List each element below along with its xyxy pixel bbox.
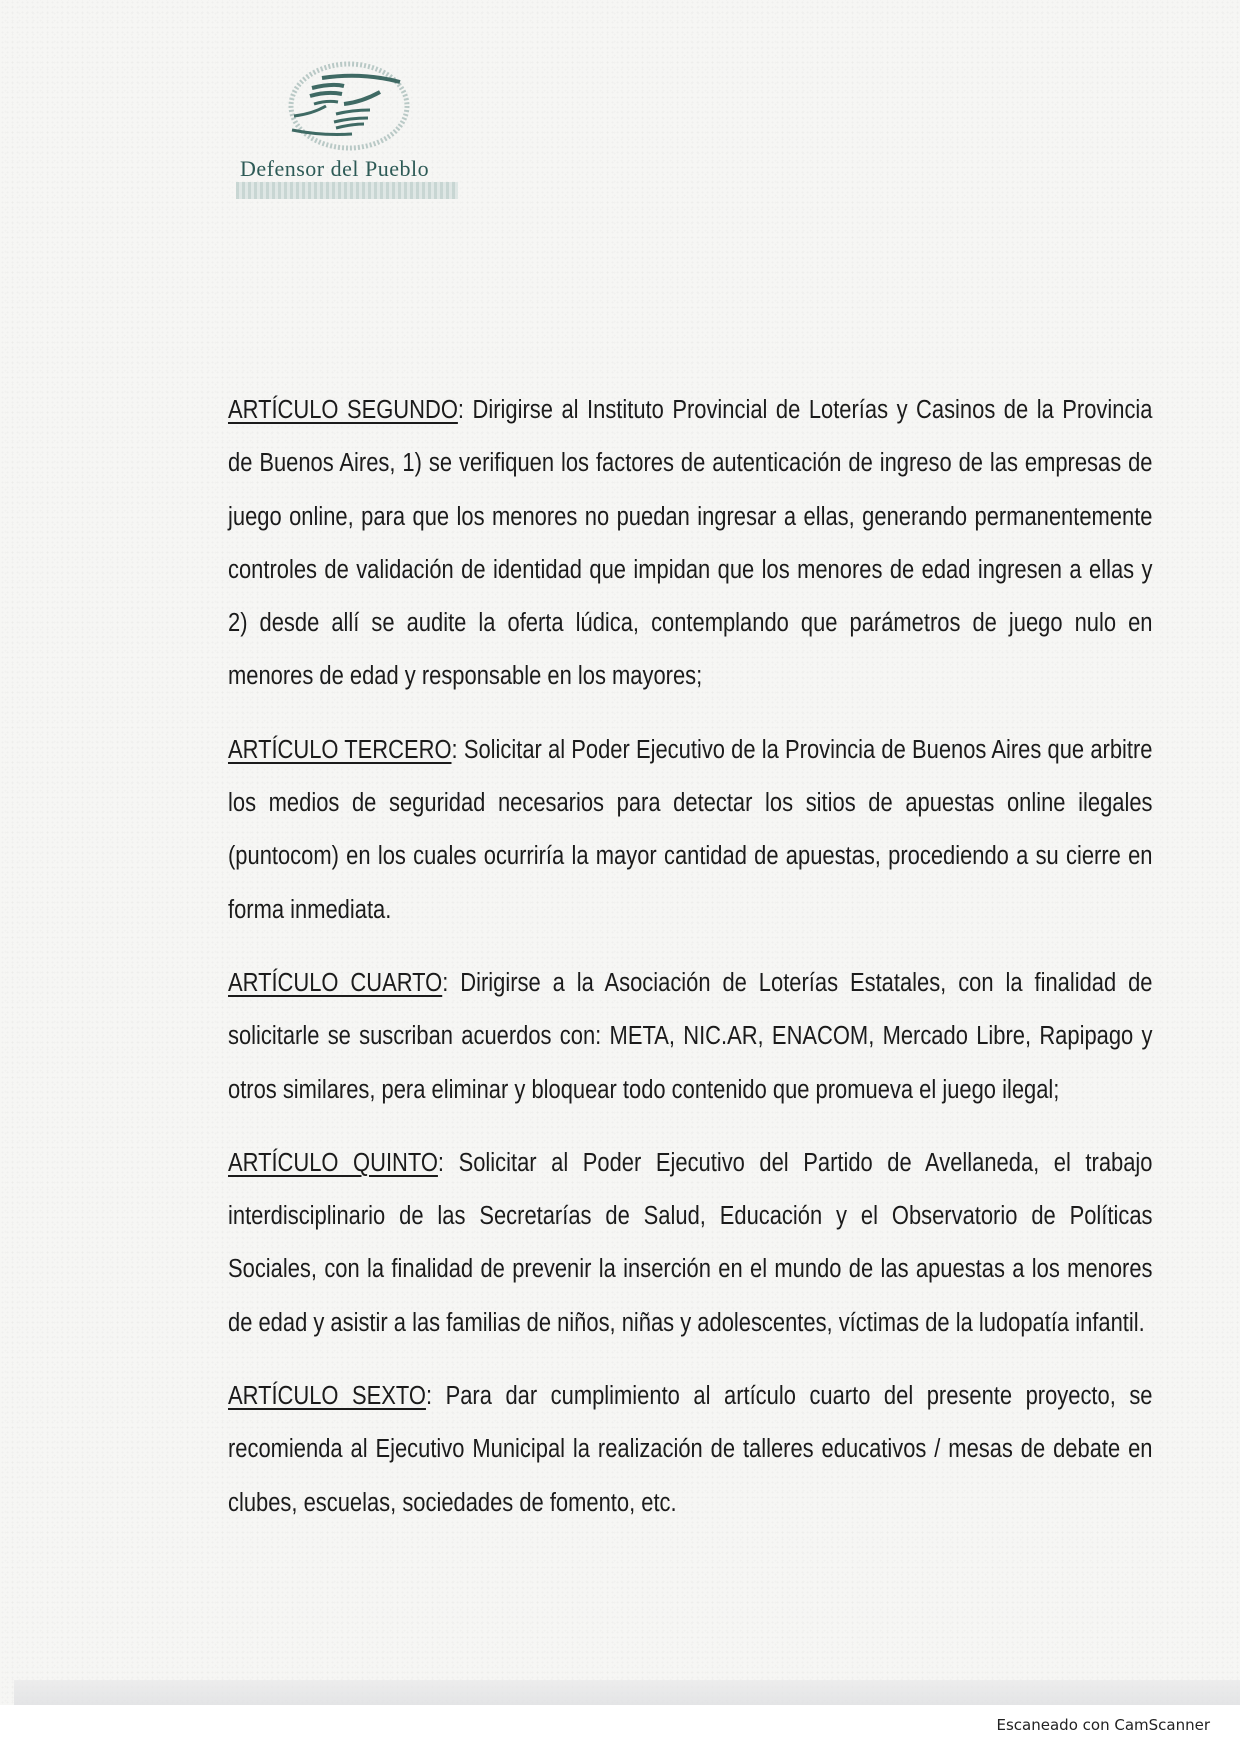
article-segundo: ARTÍCULO SEGUNDO: Dirigirse al Instituto Provincial de Loterías y Casinos de la Provincia de Buenos Aires, 1) se verifiquen los factores de autenticación de ingreso de las empresas de juego online, para que los menores no puedan ingresar a ellas, generando permanentemente controles de validación de identidad que impidan que los menores de edad ingresen a ellas y 2) desde allí se audite la oferta lúdica, contemplando que parámetros de juego nulo en menores de edad y responsable en los mayores;: [228, 396, 1153, 691]
article-text: Solicitar al Poder Ejecutivo del Partido de Avellaneda, el trabajo interdisciplinario de las Secretarías de Salud, Educación y el Observatorio de Políticas Sociales, con la finalidad de prevenir la inserción en el mundo de las apuestas a los menores de edad y asistir a las familias de niños, niñas y adolescentes, víctimas de la ludopatía infantil.: [228, 1148, 1153, 1337]
article-heading: ARTÍCULO SEXTO: [228, 1382, 426, 1411]
article-heading: ARTÍCULO TERCERO: [228, 735, 452, 764]
article-heading: ARTÍCULO CUARTO: [228, 968, 443, 997]
article-quinto: ARTÍCULO QUINTO: Solicitar al Poder Ejecutivo del Partido de Avellaneda, el trabajo interdisciplinario de las Secretarías de Salud, Educación y el Observatorio de Políticas Sociales, con la finalidad de prevenir la inserción en el mundo de las apuestas a los menores de edad y asistir a las familias de niños, niñas y adolescentes, víctimas de la ludopatía infantil.: [228, 1148, 1153, 1337]
article-sexto: ARTÍCULO SEXTO: Para dar cumplimiento al artículo cuarto del presente proyecto, se recomienda al Ejecutivo Municipal la realización de talleres educativos / mesas de debate en clubes, escuelas, sociedades de fomento, etc.: [228, 1382, 1153, 1517]
article-cuarto: ARTÍCULO CUARTO: Dirigirse a la Asociación de Loterías Estatales, con la finalidad de solicitarle se suscriban acuerdos con: META, NIC.AR, ENACOM, Mercado Libre, Rapipago y otros similares, pera eliminar y bloquear todo contenido que promueva el juego ilegal;: [228, 968, 1153, 1104]
scan-edge: [14, 1680, 1240, 1705]
article-text: Solicitar al Poder Ejecutivo de la Provincia de Buenos Aires que arbitre los medios de seguridad necesarios para detectar los sitios de apuestas online ilegales (puntocom) en los cuales ocurriría la mayor cantidad de apuestas, procediendo a su cierre en forma inmediata.: [228, 735, 1153, 924]
article-heading: ARTÍCULO QUINTO: [228, 1148, 438, 1177]
hands-emblem-icon: [282, 58, 417, 154]
article-text: Dirigirse a la Asociación de Loterías Estatales, con la finalidad de solicitarle se suscriban acuerdos con: META, NIC.AR, ENACOM, Mercado Libre, Rapipago y otros similares, pera eliminar y bloquear todo contenido que promueva el juego ilegal;: [228, 968, 1153, 1104]
article-text: Dirigirse al Instituto Provincial de Loterías y Casinos de la Provincia de Buenos Aires, 1) se verifiquen los factores de autenticación de ingreso de las empresas de juego online, para que los menores no puedan ingresar a ellas, generando permanentemente controles de validación de identidad que impidan que los menores de edad ingresen a ellas y 2) desde allí se audite la oferta lúdica, contemplando que parámetros de juego nulo en menores de edad y responsable en los mayores;: [228, 396, 1153, 691]
article-text: Para dar cumplimiento al artículo cuarto del presente proyecto, se recomienda al Ejecutivo Municipal la realización de talleres educativos / mesas de debate en clubes, escuelas, sociedades de fomento, etc.: [228, 1382, 1153, 1517]
document-body: [228, 384, 1153, 1550]
logo-subtitle-band: [236, 182, 458, 199]
article-tercero: ARTÍCULO TERCERO: Solicitar al Poder Ejecutivo de la Provincia de Buenos Aires que arbitre los medios de seguridad necesarios para detectar los sitios de apuestas online ilegales (puntocom) en los cuales ocurriría la mayor cantidad de apuestas, procediendo a su cierre en forma inmediata.: [228, 735, 1153, 924]
camscanner-watermark: Escaneado con CamScanner: [996, 1716, 1210, 1734]
article-heading: ARTÍCULO SEGUNDO: [228, 396, 458, 424]
defensor-del-pueblo-logo: [236, 58, 466, 198]
logo-title: Defensor del Pueblo: [240, 156, 430, 181]
